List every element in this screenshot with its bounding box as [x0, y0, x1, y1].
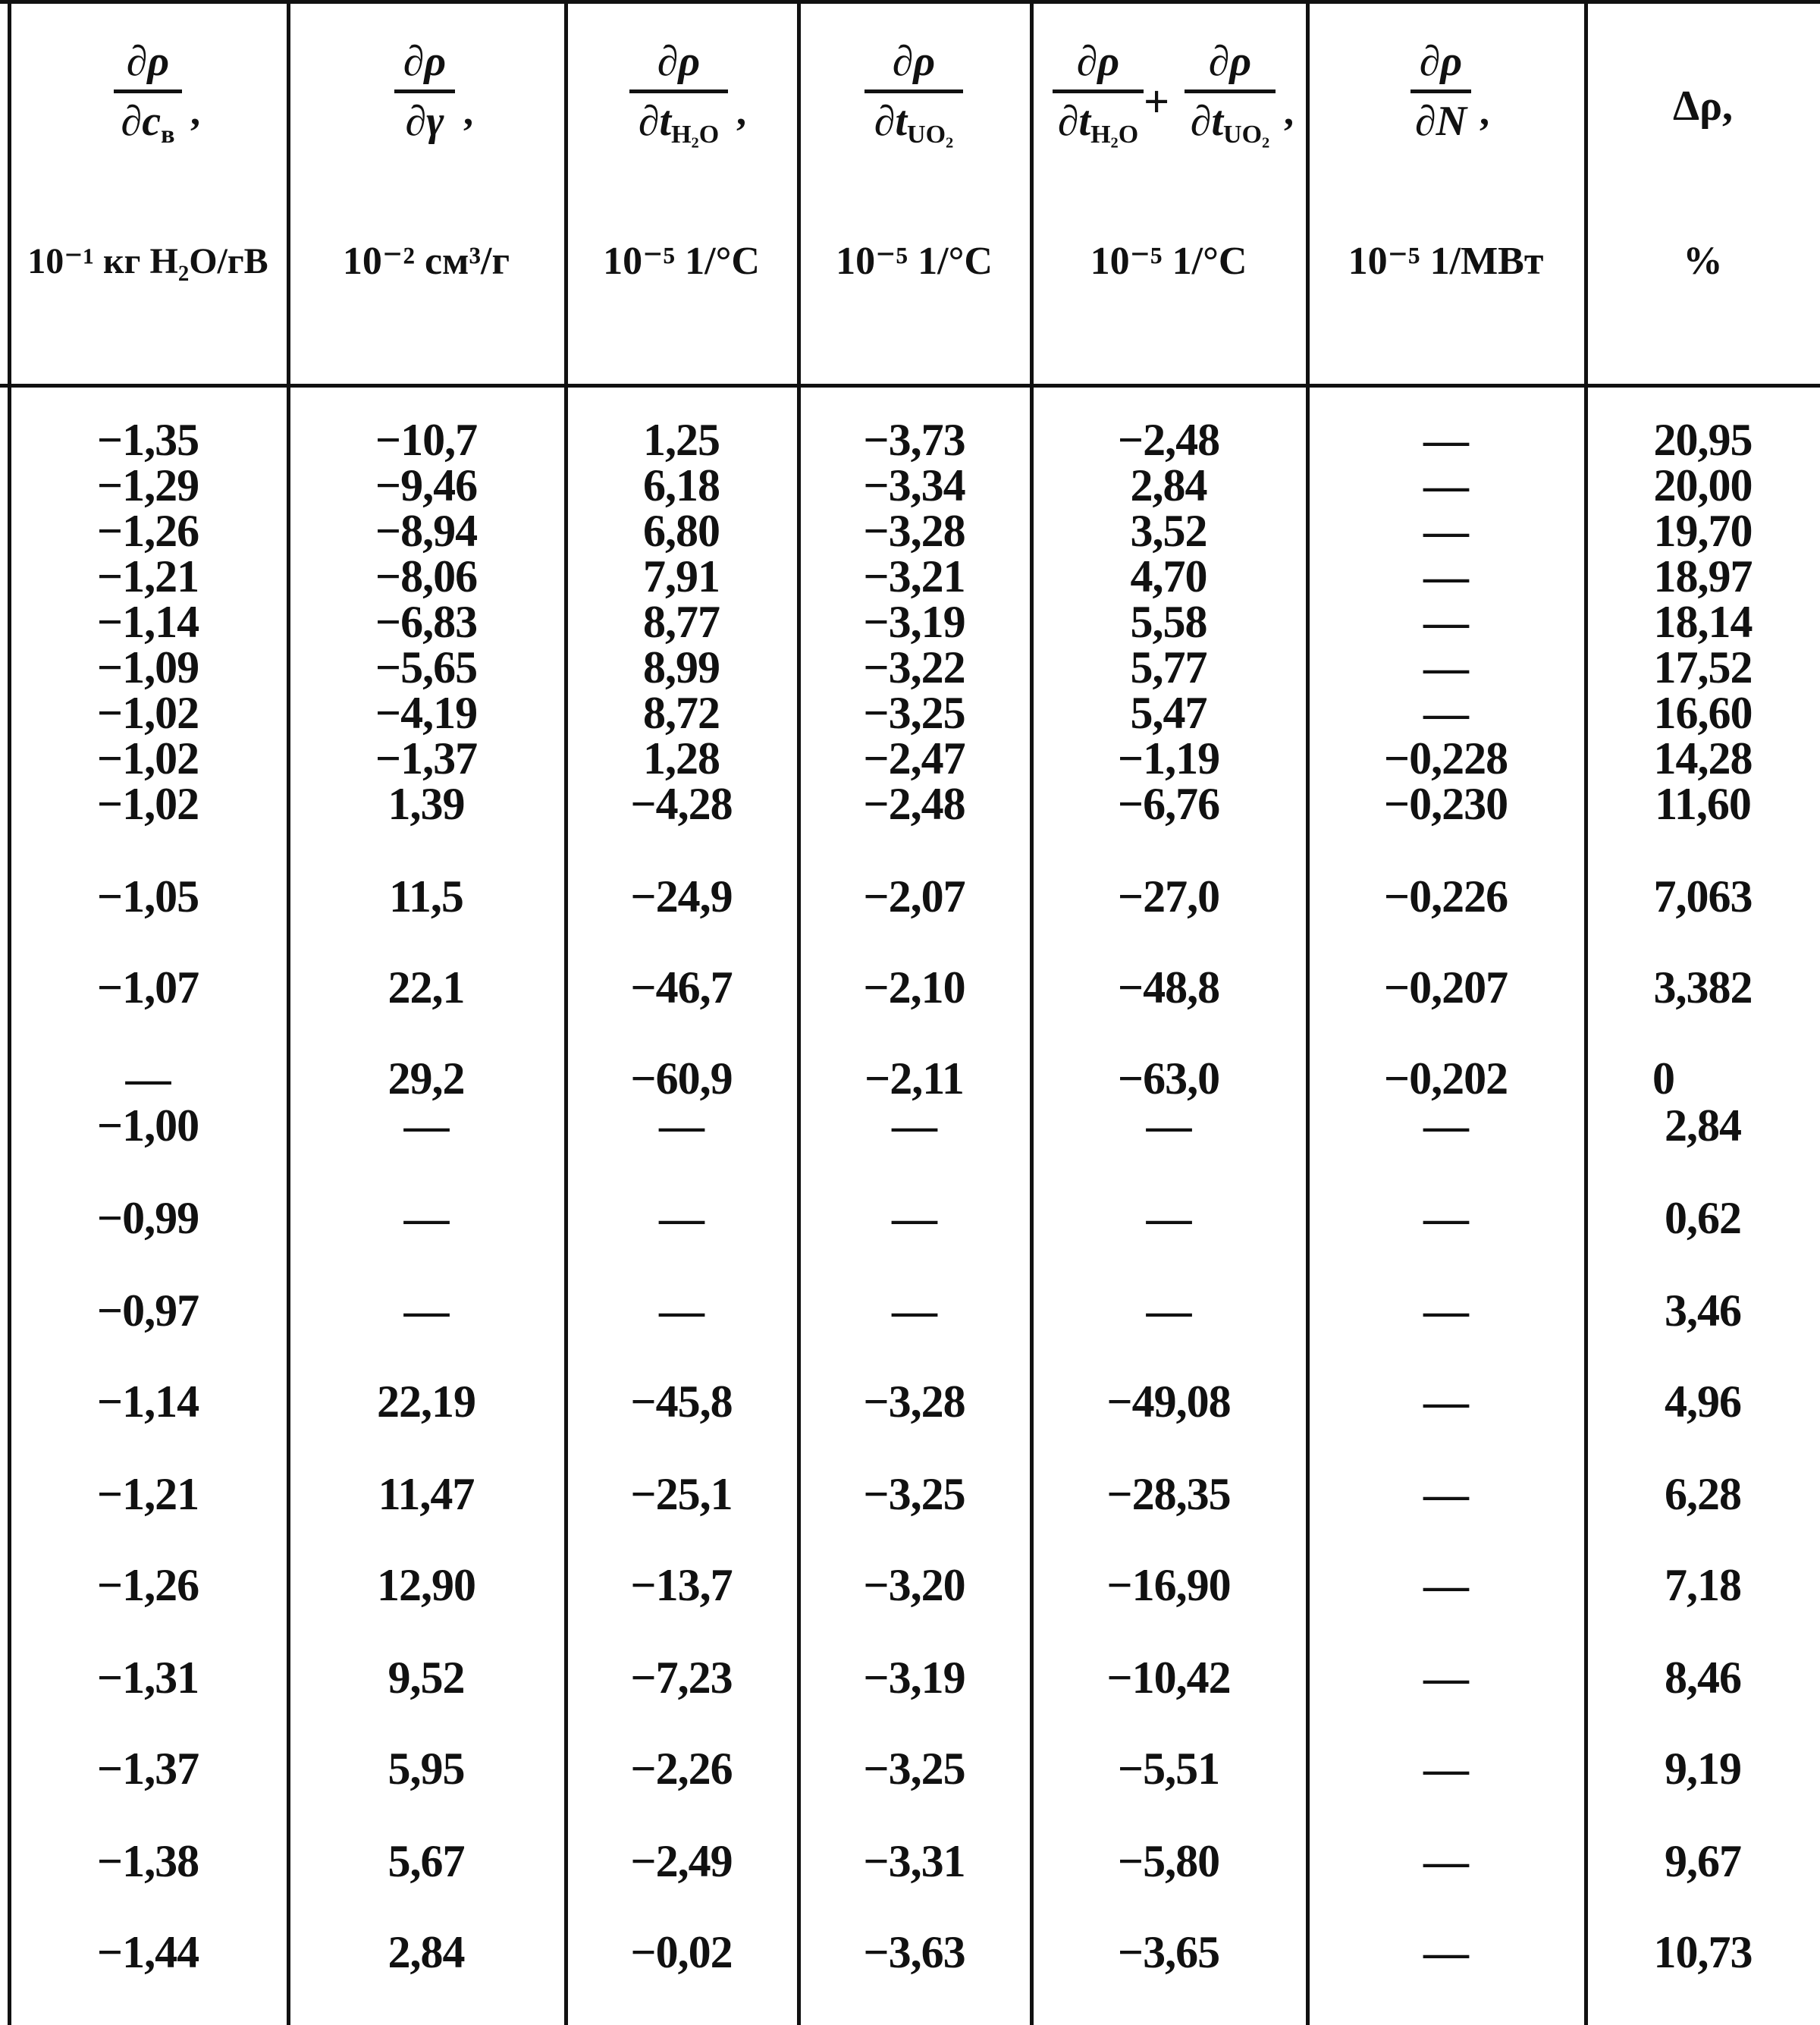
table-cell: 20,00 — [1653, 460, 1753, 510]
table-cell: −60,9 — [630, 1053, 733, 1104]
table-cell: −45,8 — [630, 1377, 733, 1427]
table-cell: 1,28 — [643, 733, 720, 783]
table-cell: — — [659, 1286, 704, 1336]
table-cell: 8,77 — [643, 597, 720, 647]
column-divider — [287, 0, 290, 2025]
table-cell: −16,90 — [1106, 1560, 1231, 1610]
table-cell: — — [1146, 1193, 1191, 1243]
table-cell: −1,21 — [96, 551, 199, 601]
fraction-bar — [394, 89, 455, 93]
table-cell: 14,28 — [1653, 733, 1753, 783]
table-cell: −2,48 — [1117, 415, 1220, 465]
table-cell: 6,18 — [643, 460, 720, 510]
table-cell: 2,84 — [1130, 460, 1207, 510]
table-cell: — — [1423, 688, 1468, 738]
header-col6-unit: 10⁻⁵ 1/МВт — [1348, 240, 1544, 283]
table-cell: −49,08 — [1106, 1377, 1231, 1427]
table-cell: 22,1 — [388, 962, 465, 1012]
table-cell: −1,19 — [1117, 733, 1220, 783]
header-col1-unit: 10⁻¹ кг H₂O/гВ — [27, 241, 268, 281]
table-cell: −1,14 — [96, 1377, 199, 1427]
table-cell: 18,14 — [1653, 597, 1753, 647]
table-cell: — — [1423, 1377, 1468, 1427]
table-cell: −4,28 — [630, 779, 733, 829]
table-cell: — — [892, 1193, 937, 1243]
table-cell: 0,62 — [1665, 1193, 1741, 1243]
table-cell: — — [1423, 1653, 1468, 1703]
table-cell: 29,2 — [388, 1053, 465, 1104]
table-cell: −1,38 — [96, 1836, 199, 1886]
header-col5-fraction-b: ∂ρ $\partial t_{UO_2}$ , — [1177, 36, 1283, 160]
header-rule — [0, 384, 1820, 388]
table-cell: — — [403, 1100, 449, 1151]
table-cell: −1,26 — [96, 1560, 199, 1610]
table-cell: −27,0 — [1117, 871, 1220, 921]
fraction-bar — [1053, 89, 1144, 93]
table-cell: — — [1423, 1927, 1468, 1977]
table-cell: 2,84 — [388, 1927, 465, 1977]
table-cell: −10,7 — [375, 415, 478, 465]
table-cell: — — [1146, 1100, 1191, 1151]
table-cell: −2,47 — [863, 733, 965, 783]
header-col7-unit: % — [1683, 240, 1723, 283]
table-cell: — — [659, 1193, 704, 1243]
table-cell: −1,02 — [96, 733, 199, 783]
table-cell: 12,90 — [377, 1560, 475, 1610]
table-cell: −0,02 — [630, 1927, 733, 1977]
table-cell: −1,09 — [96, 642, 199, 692]
header-col4-unit: 10⁻⁵ 1/°C — [836, 240, 993, 283]
table-cell: −1,44 — [96, 1927, 199, 1977]
table-cell: — — [125, 1053, 171, 1104]
table-cell: 8,72 — [643, 688, 720, 738]
table-cell: −3,31 — [863, 1836, 965, 1886]
table-cell: — — [1423, 460, 1468, 510]
plus-sign: + — [1144, 77, 1170, 127]
fraction-bar — [114, 89, 182, 93]
table-cell: −3,34 — [863, 460, 965, 510]
table-cell: 4,96 — [1665, 1377, 1741, 1427]
table-cell: −8,94 — [375, 506, 478, 556]
table-cell: — — [892, 1286, 937, 1336]
table-cell: −6,83 — [375, 597, 478, 647]
header-col3-fraction: ∂ρ $\partial t_{H_2O}$ , — [622, 36, 736, 160]
table-cell: −2,48 — [863, 779, 965, 829]
table-cell: 10,73 — [1653, 1927, 1753, 1977]
table-cell: −1,37 — [375, 733, 478, 783]
table-cell: −3,25 — [863, 688, 965, 738]
column-divider — [797, 0, 801, 2025]
table-cell: −3,22 — [863, 642, 965, 692]
table-cell: 11,60 — [1655, 779, 1751, 829]
table-cell: — — [403, 1193, 449, 1243]
table-cell: 7,063 — [1653, 871, 1753, 921]
table-cell: −3,19 — [863, 597, 965, 647]
table-cell: — — [1423, 551, 1468, 601]
table-cell: −3,25 — [863, 1469, 965, 1519]
header-col5-fraction-a — [1045, 36, 1151, 160]
table-cell: 11,5 — [389, 871, 463, 921]
table-cell: −9,46 — [375, 460, 478, 510]
denominator: $\partial t_{H_2O}$ — [1057, 98, 1139, 149]
numerator: ∂ρ — [126, 38, 170, 85]
fraction-bar — [629, 89, 728, 93]
table-cell: 3,52 — [1130, 506, 1207, 556]
table-cell: −3,20 — [863, 1560, 965, 1610]
table-cell: −2,11 — [864, 1053, 964, 1104]
denominator: $\partial t_{H_2O}$ — [638, 98, 720, 149]
denominator: $\partial c_в$ — [121, 98, 175, 149]
table-cell: −13,7 — [630, 1560, 733, 1610]
table-cell: 5,58 — [1130, 597, 1207, 647]
table-cell: — — [1423, 415, 1468, 465]
table-cell: 3,46 — [1665, 1286, 1741, 1336]
table-cell: −10,42 — [1106, 1653, 1231, 1703]
table-cell: 9,19 — [1665, 1744, 1741, 1794]
fraction-bar — [864, 89, 963, 93]
column-divider — [8, 0, 11, 2025]
header-col7-label: Δρ, — [1672, 83, 1734, 130]
column-divider — [564, 0, 568, 2025]
table-cell: −5,65 — [375, 642, 478, 692]
table-cell: −28,35 — [1106, 1469, 1231, 1519]
table-cell: — — [1423, 597, 1468, 647]
fraction-bar — [1410, 89, 1471, 93]
header-col5-unit: 10⁻⁵ 1/°C — [1090, 240, 1247, 283]
table-cell: −4,19 — [375, 688, 478, 738]
table-cell: 1,25 — [643, 415, 720, 465]
table-cell: −5,51 — [1117, 1744, 1220, 1794]
table-cell: −0,207 — [1383, 962, 1508, 1012]
table-cell: −5,80 — [1117, 1836, 1220, 1886]
table-cell: 1,39 — [388, 779, 465, 829]
table-cell: −1,07 — [96, 962, 199, 1012]
table-cell: −1,00 — [96, 1100, 199, 1151]
table-cell: — — [1423, 1560, 1468, 1610]
table-cell: 11,47 — [378, 1469, 475, 1519]
table-cell: −3,28 — [863, 506, 965, 556]
table-cell: — — [403, 1286, 449, 1336]
numerator: ∂ρ — [1076, 38, 1120, 85]
denominator: ∂γ — [405, 98, 444, 145]
table-cell: −1,26 — [96, 506, 199, 556]
table-cell: — — [659, 1100, 704, 1151]
numerator: ∂ρ — [657, 38, 701, 85]
table-cell: −3,19 — [863, 1653, 965, 1703]
table-cell: −2,10 — [863, 962, 965, 1012]
table-cell: −3,21 — [863, 551, 965, 601]
denominator: ∂N — [1414, 98, 1467, 145]
table-cell: −1,37 — [96, 1744, 199, 1794]
table-cell: 17,52 — [1653, 642, 1753, 692]
table-cell: — — [1146, 1286, 1191, 1336]
table-cell: 20,95 — [1653, 415, 1753, 465]
table-cell: 8,99 — [643, 642, 720, 692]
table-cell: 9,52 — [388, 1653, 465, 1703]
table-cell: 8,46 — [1665, 1653, 1741, 1703]
header-col6-fraction: ∂ρ ∂N , — [1403, 36, 1479, 146]
denominator: $\partial t_{UO_2}$ — [1190, 98, 1270, 149]
table-cell: −1,14 — [96, 597, 199, 647]
table-cell: −2,26 — [630, 1744, 733, 1794]
table-cell: −0,97 — [96, 1286, 199, 1336]
header-col4-fraction — [857, 36, 971, 160]
table-cell: −8,06 — [375, 551, 478, 601]
table-cell: 19,70 — [1653, 506, 1753, 556]
table-cell: — — [1423, 1469, 1468, 1519]
header-col1-fraction: ∂ρ $\partial c_в$ , — [106, 36, 190, 160]
table-cell: −1,02 — [96, 688, 199, 738]
top-rule — [0, 0, 1820, 4]
table-cell: — — [1423, 1286, 1468, 1336]
table-cell: 5,95 — [388, 1744, 465, 1794]
table-cell: −3,65 — [1117, 1927, 1220, 1977]
table-cell: −2,07 — [863, 871, 965, 921]
table-cell: — — [1423, 1193, 1468, 1243]
table-cell: 5,77 — [1130, 642, 1207, 692]
table-cell: 5,67 — [388, 1836, 465, 1886]
table-cell: −1,02 — [96, 779, 199, 829]
numerator: ∂ρ — [1208, 38, 1252, 85]
table-cell: — — [1423, 642, 1468, 692]
table-cell: −3,63 — [863, 1927, 965, 1977]
header-col3-unit: 10⁻⁵ 1/°C — [603, 240, 760, 283]
fraction-bar — [1185, 89, 1276, 93]
table-cell: −0,226 — [1383, 871, 1508, 921]
numerator: ∂ρ — [1419, 38, 1463, 85]
table-cell: −3,25 — [863, 1744, 965, 1794]
column-divider — [1030, 0, 1034, 2025]
table-cell: −63,0 — [1117, 1053, 1220, 1104]
table-cell: −3,73 — [863, 415, 965, 465]
numerator: ∂ρ — [892, 38, 936, 85]
table-cell: −0,228 — [1383, 733, 1508, 783]
table-cell: 7,91 — [643, 551, 720, 601]
numerator: ∂ρ — [403, 38, 447, 85]
table-cell: −1,35 — [96, 415, 199, 465]
table-cell: — — [892, 1100, 937, 1151]
table-cell: 9,67 — [1665, 1836, 1741, 1886]
table-cell: — — [1423, 1836, 1468, 1886]
table-cell: −46,7 — [630, 962, 733, 1012]
column-divider — [1306, 0, 1310, 2025]
header-col2-fraction: ∂ρ ∂γ , — [387, 36, 463, 146]
table-cell: −0,202 — [1383, 1053, 1508, 1104]
table-cell: 4,70 — [1130, 551, 1207, 601]
table-cell: −1,05 — [96, 871, 199, 921]
table-cell: 0 — [1652, 1053, 1674, 1104]
table-cell: 6,80 — [643, 506, 720, 556]
table-cell: — — [1423, 1100, 1468, 1151]
table-cell: −3,28 — [863, 1377, 965, 1427]
column-divider — [1584, 0, 1588, 2025]
table-cell: 3,382 — [1653, 962, 1753, 1012]
table-cell: −1,29 — [96, 460, 199, 510]
table-cell: −7,23 — [630, 1653, 733, 1703]
table-cell: — — [1423, 506, 1468, 556]
table-cell: −2,49 — [630, 1836, 733, 1886]
table-cell: −25,1 — [630, 1469, 733, 1519]
table-cell: −48,8 — [1117, 962, 1220, 1012]
table-cell: 6,28 — [1665, 1469, 1741, 1519]
table-cell: 16,60 — [1653, 688, 1753, 738]
table-cell: 18,97 — [1653, 551, 1753, 601]
table-cell: −6,76 — [1117, 779, 1220, 829]
table-cell: 22,19 — [377, 1377, 475, 1427]
table-cell: 7,18 — [1665, 1560, 1741, 1610]
denominator: $\partial t_{UO_2}$ — [874, 98, 954, 149]
table-cell: 2,84 — [1665, 1100, 1741, 1151]
table-cell: −24,9 — [630, 871, 733, 921]
table-cell: −1,31 — [96, 1653, 199, 1703]
table-cell: −1,21 — [96, 1469, 199, 1519]
table-cell: −0,99 — [96, 1193, 199, 1243]
table-cell: −0,230 — [1383, 779, 1508, 829]
header-col2-unit: 10⁻² см³/г — [342, 240, 510, 283]
table-cell: 5,47 — [1130, 688, 1207, 738]
table-cell: — — [1423, 1744, 1468, 1794]
